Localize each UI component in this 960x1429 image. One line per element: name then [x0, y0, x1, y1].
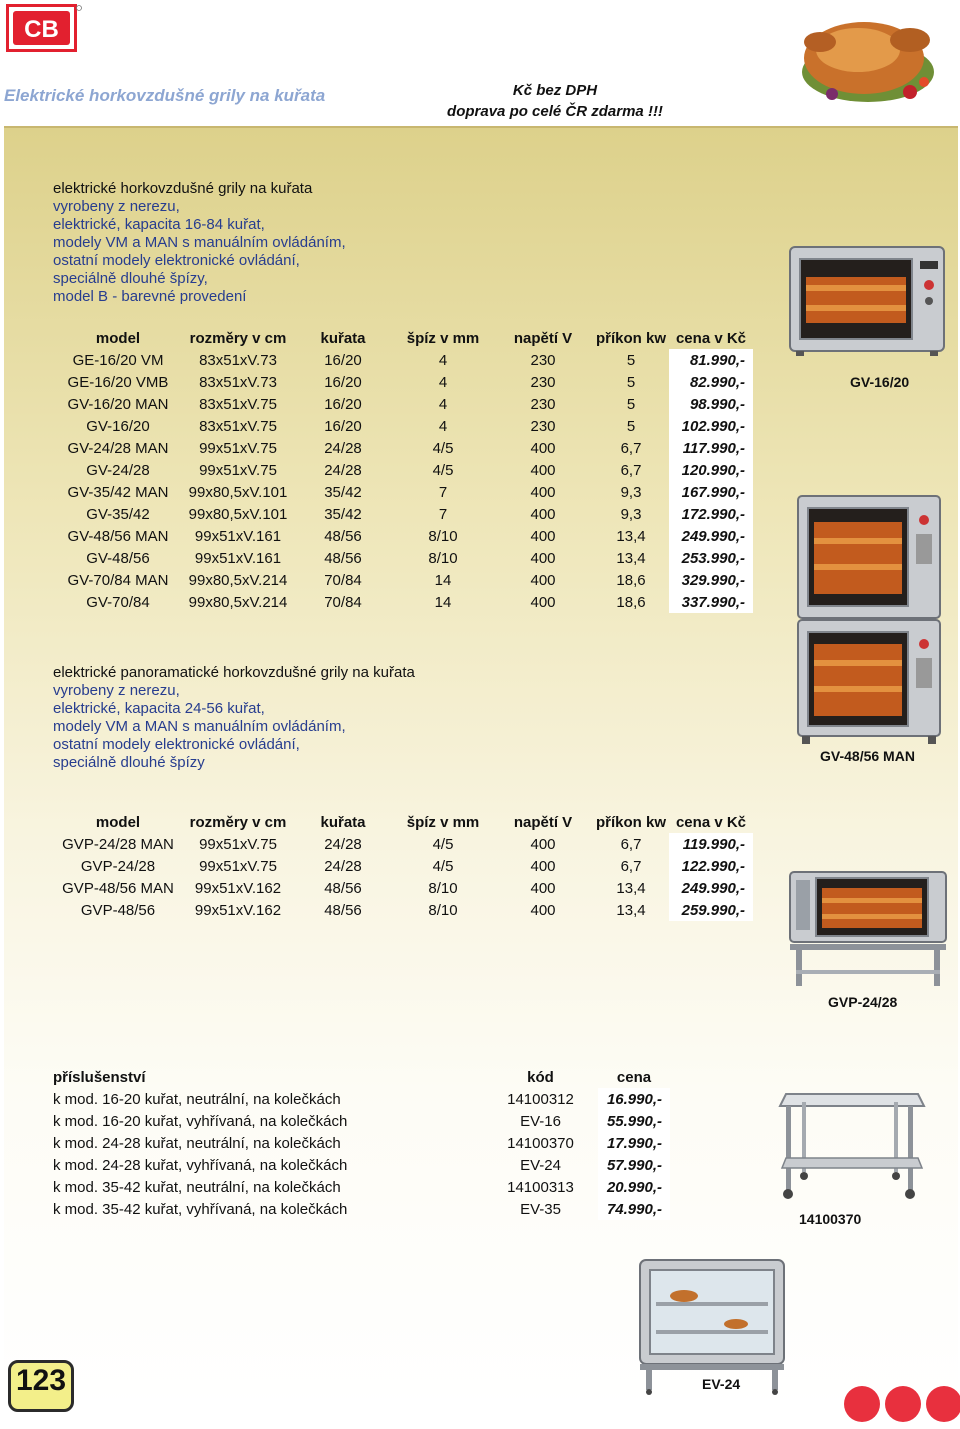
table-cell: GV-35/42 MAN: [67, 483, 169, 501]
price-cell: 55.990,-: [598, 1110, 670, 1132]
table-cell: 7: [438, 505, 448, 523]
intro-line: ostatní modely elektronické ovládání,: [53, 252, 300, 269]
table-cell: 400: [530, 549, 556, 567]
table-cell: 13,4: [616, 901, 646, 919]
table-cell: GV-16/20 MAN: [67, 395, 169, 413]
table-row: [53, 371, 753, 393]
table-cell: 5: [626, 373, 636, 391]
price-cell: 117.990,-: [669, 437, 753, 459]
table-cell: GE-16/20 VM: [72, 351, 164, 369]
table-cell: GVP-48/56 MAN: [62, 879, 174, 897]
panoramic-intro: [53, 664, 415, 772]
column-header: model: [95, 813, 141, 831]
table-cell: 99x80,5xV.214: [188, 593, 288, 611]
table-cell: 400: [530, 901, 556, 919]
table-cell: 35/42: [324, 505, 362, 523]
table-cell: 400: [530, 527, 556, 545]
caption-gv-16-20: GV-16/20: [850, 374, 910, 390]
table-row: [53, 877, 753, 899]
price-cell: 167.990,-: [669, 481, 753, 503]
table-cell: 4: [438, 351, 448, 369]
column-header: příkon kw: [595, 329, 666, 347]
table-cell: k mod. 16-20 kuřat, neutrální, na kolečkách: [53, 1090, 341, 1108]
table-cell: 70/84: [324, 593, 362, 611]
column-header: příkon kw: [595, 813, 666, 831]
column-header: napětí V: [513, 329, 573, 347]
gv-48-56-grill-image: [794, 494, 944, 746]
table-cell: 14: [434, 571, 452, 589]
table-cell: k mod. 16-20 kuřat, vyhřívaná, na kolečkách: [53, 1112, 348, 1130]
table-header-row: [53, 327, 753, 349]
table-cell: 400: [530, 439, 556, 457]
price-cell: 120.990,-: [669, 459, 753, 481]
price-cell: 20.990,-: [598, 1176, 670, 1198]
intro-line: modely VM a MAN s manuálním ovládáním,: [53, 234, 346, 251]
table-cell: 8/10: [428, 549, 458, 567]
accessory-row: [53, 1132, 670, 1154]
table-cell: 83x51xV.75: [199, 417, 277, 435]
table-cell: 99x80,5xV.101: [188, 505, 288, 523]
section-heading: elektrické panoramatické horkovzdušné grily na kuřata: [53, 664, 415, 681]
table-cell: 13,4: [616, 879, 646, 897]
table-header-row: [53, 811, 753, 833]
table-cell: 24/28: [324, 461, 362, 479]
table-cell: 99x80,5xV.101: [188, 483, 288, 501]
table-cell: 8/10: [428, 527, 458, 545]
table-cell: 99x51xV.161: [194, 549, 282, 567]
table-cell: 4/5: [432, 461, 454, 479]
table-cell: GV-48/56 MAN: [67, 527, 169, 545]
table-cell: 83x51xV.73: [199, 373, 277, 391]
accessories-table: [53, 1066, 670, 1220]
table-row: [53, 459, 753, 481]
price-cell: 16.990,-: [598, 1088, 670, 1110]
column-header: napětí V: [513, 813, 573, 831]
table-cell: GV-16/20: [86, 417, 150, 435]
table-cell: 4: [438, 417, 448, 435]
table-cell: 8/10: [428, 879, 458, 897]
table-cell: 9,3: [620, 483, 642, 501]
table-row: [53, 525, 753, 547]
caption-gvp-24-28: GVP-24/28: [828, 994, 898, 1010]
grill-price-table: [53, 327, 753, 613]
accessory-rows: [53, 1088, 670, 1220]
table-cell: 4: [438, 395, 448, 413]
table-cell: 5: [626, 351, 636, 369]
page-number: 123: [15, 1364, 67, 1397]
table-cell: GE-16/20 VMB: [67, 373, 169, 391]
table-cell: 24/28: [324, 857, 362, 875]
table-cell: 24/28: [324, 835, 362, 853]
table-cell: GVP-24/28 MAN: [62, 835, 174, 853]
table-cell: 99x51xV.162: [194, 879, 282, 897]
intro-line: speciálně dlouhé špízy,: [53, 270, 208, 287]
price-cell: 249.990,-: [669, 877, 753, 899]
price-cell: 253.990,-: [669, 547, 753, 569]
table-cell: 48/56: [324, 879, 362, 897]
table-cell: EV-24: [520, 1156, 561, 1174]
price-cell: 17.990,-: [598, 1132, 670, 1154]
table-cell: 6,7: [620, 439, 642, 457]
intro-line: vyrobeny z nerezu,: [53, 682, 180, 699]
page-title: Elektrické horkovzdušné grily na kuřata: [4, 86, 326, 105]
table-cell: 16/20: [324, 351, 362, 369]
table-cell: 5: [626, 417, 636, 435]
intro-line: vyrobeny z nerezu,: [53, 198, 180, 215]
panoramic-price-table: [53, 811, 753, 921]
price-note-vat: Kč bez DPH: [512, 82, 598, 99]
table-cell: 99x51xV.162: [194, 901, 282, 919]
table-cell: 99x51xV.161: [194, 527, 282, 545]
table-cell: 14100313: [507, 1178, 574, 1196]
table-cell: GV-70/84 MAN: [67, 571, 169, 589]
table-cell: 13,4: [616, 549, 646, 567]
table-cell: 8/10: [428, 901, 458, 919]
table-cell: 400: [530, 461, 556, 479]
table-cell: 48/56: [324, 549, 362, 567]
table-cell: 16/20: [324, 417, 362, 435]
table-cell: k mod. 24-28 kuřat, neutrální, na kolečkách: [53, 1134, 341, 1152]
section-heading: elektrické horkovzdušné grily na kuřata: [53, 180, 313, 197]
price-cell: 249.990,-: [669, 525, 753, 547]
column-header: špíz v mm: [406, 329, 480, 347]
table-row: [53, 481, 753, 503]
price-cell: 57.990,-: [598, 1154, 670, 1176]
roast-chicken-image: [760, 2, 960, 120]
table-row: [53, 591, 753, 613]
column-header: rozměry v cm: [189, 813, 287, 831]
table-cell: k mod. 35-42 kuřat, vyhřívaná, na kolečkách: [53, 1200, 348, 1218]
column-header: rozměry v cm: [189, 329, 287, 347]
column-header: kuřata: [320, 329, 366, 347]
table-cell: 400: [530, 857, 556, 875]
table-row: [53, 437, 753, 459]
table-cell: 83x51xV.75: [199, 395, 277, 413]
table-row: [53, 569, 753, 591]
table-cell: 6,7: [620, 857, 642, 875]
price-cell: 329.990,-: [669, 569, 753, 591]
table-cell: 83x51xV.73: [199, 351, 277, 369]
table-cell: 16/20: [324, 395, 362, 413]
table-cell: k mod. 24-28 kuřat, vyhřívaná, na kolečkách: [53, 1156, 348, 1174]
table-cell: 14100312: [507, 1090, 574, 1108]
column-header: model: [95, 329, 141, 347]
column-header: kuřata: [320, 813, 366, 831]
table-cell: 6,7: [620, 835, 642, 853]
accessory-row: [53, 1110, 670, 1132]
intro-line: elektrické, kapacita 24-56 kuřat,: [53, 700, 265, 717]
table-cell: 14: [434, 593, 452, 611]
price-cell: 82.990,-: [669, 371, 753, 393]
caption-gv-48-56-man: GV-48/56 MAN: [820, 748, 915, 764]
ev-24-warming-cabinet-image: [636, 1256, 788, 1396]
table-cell: 16/20: [324, 373, 362, 391]
table-cell: 6,7: [620, 461, 642, 479]
grill-rows: [53, 349, 753, 613]
price-cell: 122.990,-: [669, 855, 753, 877]
table-cell: 13,4: [616, 527, 646, 545]
table-cell: 400: [530, 835, 556, 853]
table-cell: 230: [530, 351, 556, 369]
column-header: cena: [616, 1068, 652, 1086]
gvp-24-28-grill-image: [786, 866, 950, 990]
column-header: cena v Kč: [675, 329, 747, 347]
table-cell: 99x51xV.75: [199, 461, 277, 479]
table-cell: GV-48/56: [86, 549, 150, 567]
table-cell: 48/56: [324, 901, 362, 919]
table-row: [53, 393, 753, 415]
price-note-delivery: doprava po celé ČR zdarma !!!: [447, 103, 663, 120]
stand-14100370-image: [772, 1080, 928, 1204]
intro-line: speciálně dlouhé špízy: [53, 754, 205, 771]
table-cell: 18,6: [616, 593, 646, 611]
table-cell: 4/5: [432, 835, 454, 853]
table-row: [53, 503, 753, 525]
accessory-row: [53, 1176, 670, 1198]
column-header: kód: [527, 1068, 554, 1086]
table-cell: 35/42: [324, 483, 362, 501]
price-cell: 119.990,-: [669, 833, 753, 855]
table-cell: 9,3: [620, 505, 642, 523]
table-cell: GV-24/28 MAN: [67, 439, 169, 457]
table-row: [53, 415, 753, 437]
table-cell: 4/5: [432, 857, 454, 875]
table-cell: 7: [438, 483, 448, 501]
table-cell: 400: [530, 505, 556, 523]
table-cell: 230: [530, 417, 556, 435]
price-cell: 74.990,-: [598, 1198, 670, 1220]
intro-line: model B - barevné provedení: [53, 288, 247, 305]
intro-line: ostatní modely elektronické ovládání,: [53, 736, 300, 753]
table-cell: 400: [530, 571, 556, 589]
table-cell: 99x51xV.75: [199, 857, 277, 875]
price-cell: 98.990,-: [669, 393, 753, 415]
table-cell: 14100370: [507, 1134, 574, 1152]
table-cell: GV-70/84: [86, 593, 150, 611]
table-cell: GV-24/28: [86, 461, 150, 479]
price-cell: 259.990,-: [669, 899, 753, 921]
grill-intro: [53, 180, 346, 306]
table-cell: 48/56: [324, 527, 362, 545]
intro-line: modely VM a MAN s manuálním ovládáním,: [53, 718, 346, 735]
table-cell: k mod. 35-42 kuřat, neutrální, na kolečkách: [53, 1178, 341, 1196]
column-header: cena v Kč: [675, 813, 747, 831]
gv-16-20-grill-image: [788, 245, 946, 357]
table-cell: 99x51xV.75: [199, 439, 277, 457]
cb-logo: [6, 4, 82, 52]
caption-stand: 14100370: [799, 1211, 862, 1227]
price-note: [420, 80, 690, 122]
table-row: [53, 833, 753, 855]
decorative-dot: [885, 1386, 921, 1422]
table-cell: 24/28: [324, 439, 362, 457]
price-cell: 172.990,-: [669, 503, 753, 525]
accessory-row: [53, 1198, 670, 1220]
decorative-dot: [844, 1386, 880, 1422]
panoramic-rows: [53, 833, 753, 921]
svg-text:CB: CB: [24, 16, 59, 43]
table-cell: GVP-48/56: [80, 901, 156, 919]
table-cell: 99x80,5xV.214: [188, 571, 288, 589]
table-header-row: [53, 1066, 670, 1088]
table-cell: 18,6: [616, 571, 646, 589]
table-cell: EV-16: [520, 1112, 561, 1130]
table-cell: GVP-24/28: [80, 857, 156, 875]
table-cell: 70/84: [324, 571, 362, 589]
table-cell: 230: [530, 373, 556, 391]
table-row: [53, 899, 753, 921]
decorative-dot: [926, 1386, 960, 1422]
price-cell: 102.990,-: [669, 415, 753, 437]
column-header: příslušenství: [53, 1068, 146, 1086]
table-cell: 400: [530, 879, 556, 897]
accessory-row: [53, 1154, 670, 1176]
table-cell: GV-35/42: [86, 505, 150, 523]
table-row: [53, 547, 753, 569]
table-row: [53, 349, 753, 371]
table-row: [53, 855, 753, 877]
accessory-row: [53, 1088, 670, 1110]
intro-line: elektrické, kapacita 16-84 kuřat,: [53, 216, 265, 233]
table-cell: 400: [530, 483, 556, 501]
table-cell: 400: [530, 593, 556, 611]
table-cell: 4/5: [432, 439, 454, 457]
price-cell: 337.990,-: [669, 591, 753, 613]
price-cell: 81.990,-: [669, 349, 753, 371]
table-cell: 5: [626, 395, 636, 413]
table-cell: 230: [530, 395, 556, 413]
table-cell: 4: [438, 373, 448, 391]
table-cell: 99x51xV.75: [199, 835, 277, 853]
caption-ev-24: EV-24: [702, 1376, 741, 1392]
table-cell: EV-35: [520, 1200, 561, 1218]
column-header: špíz v mm: [406, 813, 480, 831]
